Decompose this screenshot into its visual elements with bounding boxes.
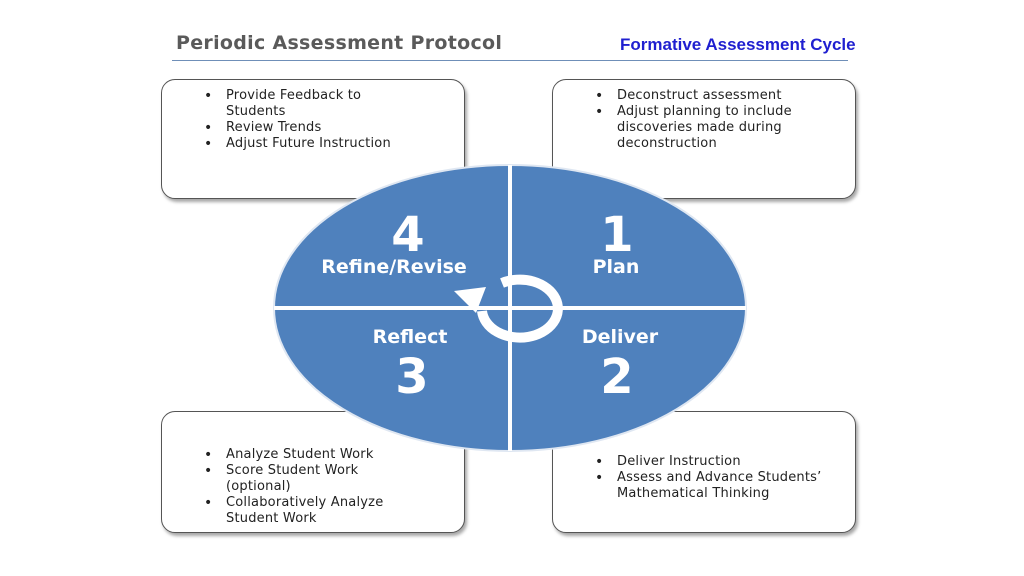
list-item: • Review Trends xyxy=(202,120,454,136)
quadrant-label-refine: Refine/Revise xyxy=(321,256,467,278)
quadrant-label-reflect: Reflect xyxy=(372,326,448,348)
quadrant-number-deliver: 2 xyxy=(600,349,634,405)
list-item: • Deliver Instruction xyxy=(593,454,845,470)
list-item: • Deconstruct assessment xyxy=(593,88,845,104)
list-item: • Provide Feedback to Students xyxy=(202,88,402,120)
quadrant-number-refine: 4 xyxy=(391,207,425,263)
quadrant-label-deliver: Deliver xyxy=(581,326,659,348)
quadrant-number-reflect: 3 xyxy=(395,349,429,405)
list-item: • Adjust planning to include discoveries made during deconstruction xyxy=(593,104,837,152)
list-item: • Score Student Work (optional) xyxy=(202,463,402,495)
title-divider xyxy=(172,60,848,61)
list-item: • Adjust Future Instruction xyxy=(202,136,454,152)
list-item: • Collaboratively Analyze Student Work xyxy=(202,495,436,527)
list-item: • Assess and Advance Students’ Mathematical Thinking xyxy=(593,470,823,502)
protocol-title: Periodic Assessment Protocol xyxy=(176,32,503,54)
list-item: • Analyze Student Work xyxy=(202,447,454,463)
assessment-cycle-wheel xyxy=(272,163,748,453)
quadrant-label-plan: Plan xyxy=(592,256,640,278)
quadrant-number-plan: 1 xyxy=(600,207,634,263)
cycle-title: Formative Assessment Cycle xyxy=(620,35,856,54)
